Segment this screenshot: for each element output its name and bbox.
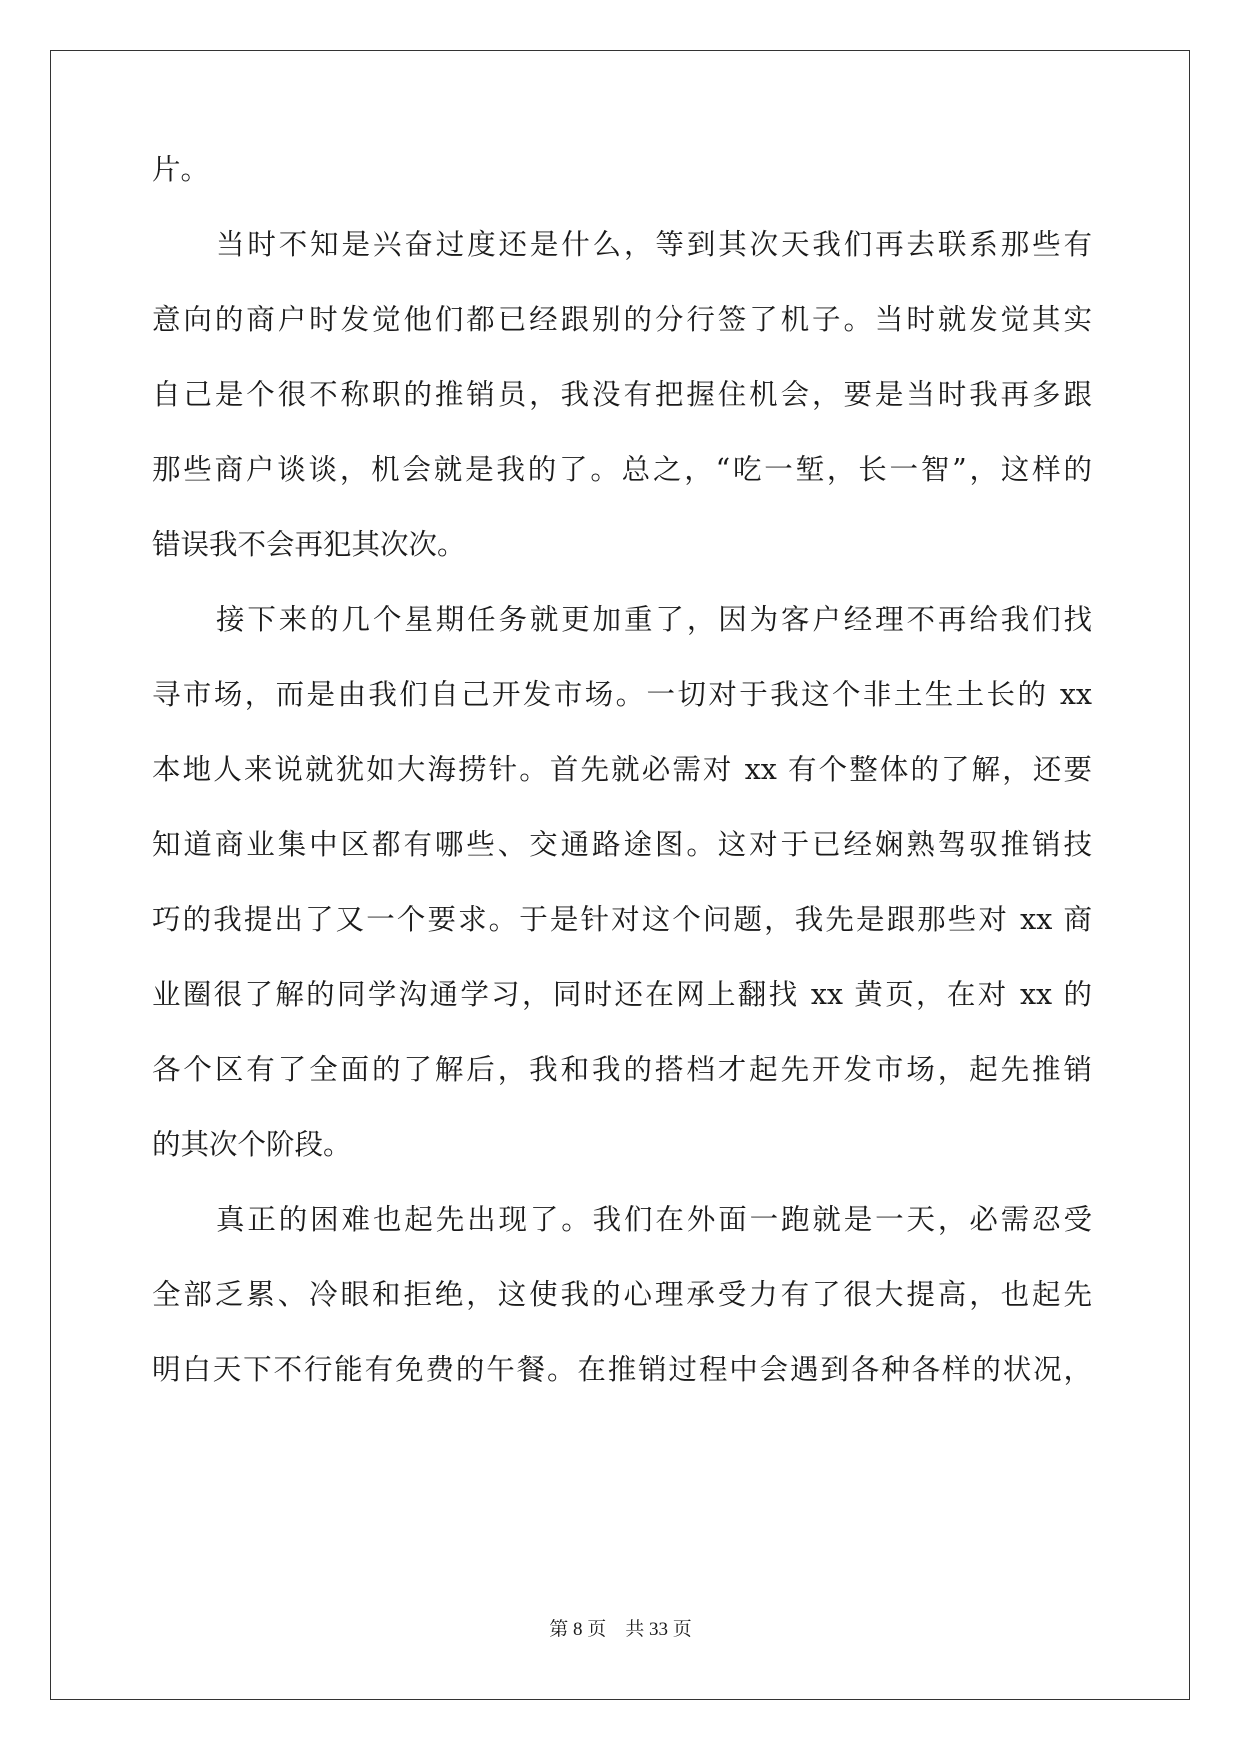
text-line: 业圈很了解的同学沟通学习，同时还在网上翻找 xx 黄页，在对 xx 的 xyxy=(152,978,1092,1011)
text-line: 自己是个很不称职的推销员，我没有把握住机会，要是当时我再多跟 xyxy=(152,378,1092,411)
paragraph-first-line: 真正的困难也起先出现了。我们在外面一跑就是一天，必需忍受 xyxy=(216,1203,1092,1236)
text-line: 明白天下不行能有免费的午餐。在推销过程中会遇到各种各样的状况， xyxy=(152,1353,1092,1386)
text-line: 那些商户谈谈，机会就是我的了。总之，“吃一堑，长一智”，这样的 xyxy=(152,453,1092,486)
text-line: 的其次个阶段。 xyxy=(152,1128,352,1161)
text-line: 知道商业集中区都有哪些、交通路途图。这对于已经娴熟驾驭推销技 xyxy=(152,828,1092,861)
text-line: 巧的我提出了又一个要求。于是针对这个问题，我先是跟那些对 xx 商 xyxy=(152,903,1092,936)
text-line: 错误我不会再犯其次次。 xyxy=(152,528,466,561)
page-footer xyxy=(0,1616,1241,1644)
text-line: 寻市场，而是由我们自己开发市场。一切对于我这个非土生土长的 xx xyxy=(152,678,1092,711)
text-line: 各个区有了全面的了解后，我和我的搭档才起先开发市场，起先推销 xyxy=(152,1053,1092,1086)
text-line: 本地人来说就犹如大海捞针。首先就必需对 xx 有个整体的了解，还要 xyxy=(152,753,1092,786)
total-pages: 共 33 页 xyxy=(625,1619,692,1640)
paragraph-first-line: 当时不知是兴奋过度还是什么，等到其次天我们再去联系那些有 xyxy=(216,228,1092,261)
page-number: 第 8 页 xyxy=(549,1619,607,1640)
text-line: 片。 xyxy=(152,153,210,186)
text-line: 全部乏累、冷眼和拒绝，这使我的心理承受力有了很大提高，也起先 xyxy=(152,1278,1092,1311)
text-line: 意向的商户时发觉他们都已经跟别的分行签了机子。当时就发觉其实 xyxy=(152,303,1092,336)
paragraph-first-line: 接下来的几个星期任务就更加重了，因为客户经理不再给我们找 xyxy=(216,603,1092,636)
